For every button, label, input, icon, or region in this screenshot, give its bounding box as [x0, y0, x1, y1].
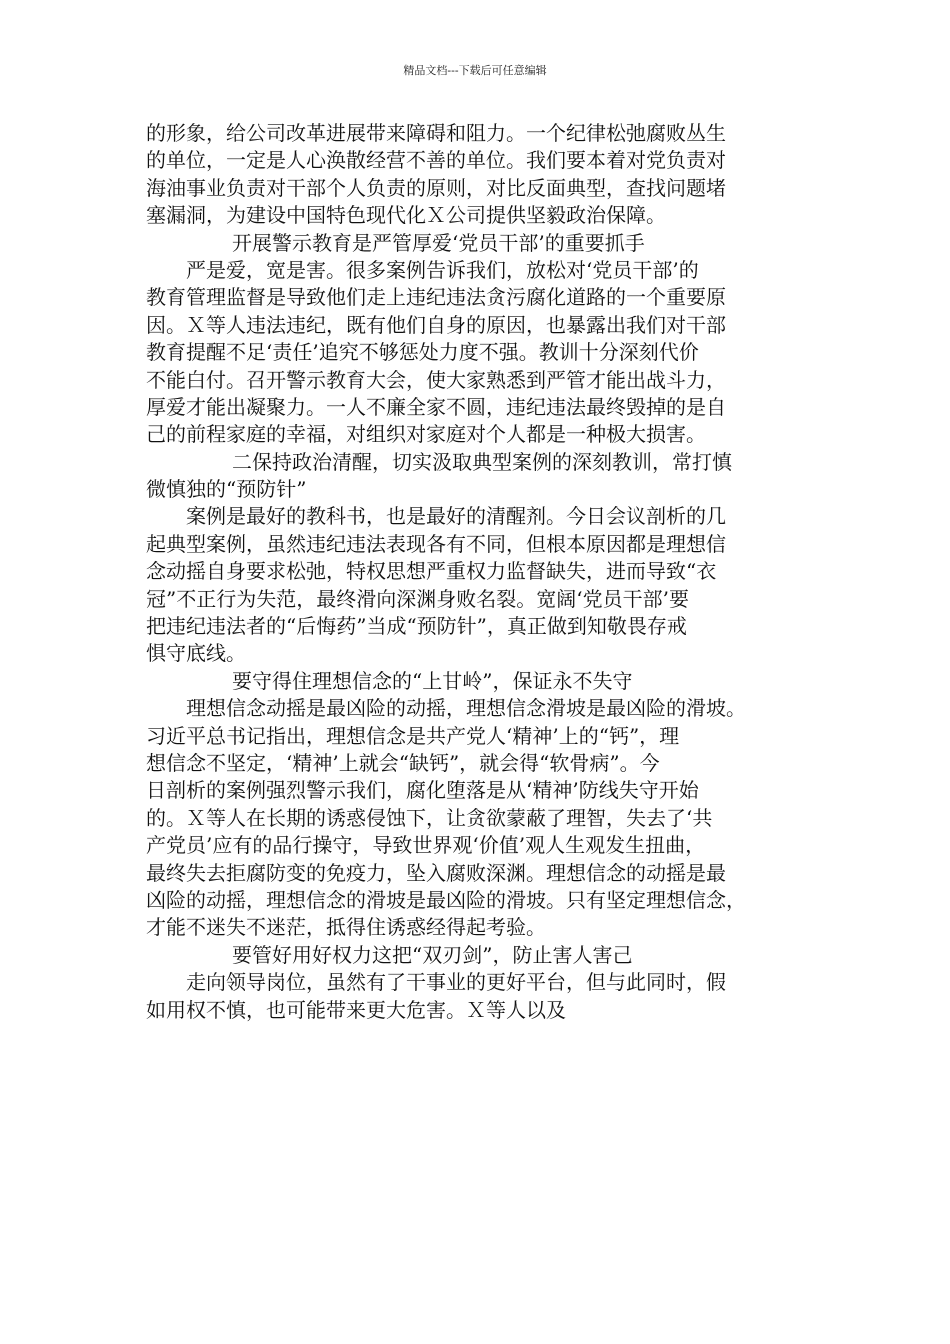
paragraph-line: 教育提醒不足‘责任’追究不够惩处力度不强。教训十分深刻代价	[146, 340, 699, 365]
paragraph-line: 起典型案例，虽然违纪违法表现各有不同，但根本原因都是理想信	[146, 531, 726, 556]
paragraph-line: 念动摇自身要求松弛，特权思想严重权力监督缺失，进而导致“衣	[146, 559, 717, 584]
paragraph-line: 微慎独的“预防针”	[146, 477, 307, 502]
paragraph-line: 海油事业负责对干部个人负责的原则，对比反面典型，查找问题堵	[146, 175, 726, 200]
paragraph-line: 因。Ｘ等人违法违纪，既有他们自身的原因，也暴露出我们对干部	[146, 312, 726, 337]
paragraph-line: 习近平总书记指出，理想信念是共产党人‘精神’上的“钙”，理	[146, 723, 680, 748]
section-heading-line: 要守得住理想信念的“上甘岭”，保证永不失守	[232, 668, 633, 693]
paragraph-line: 教育管理监督是导致他们走上违纪违法贪污腐化道路的一个重要原	[146, 285, 726, 310]
paragraph-line: 案例是最好的教科书，也是最好的清醒剂。今日会议剖析的几	[186, 504, 726, 529]
paragraph-line: 的单位，一定是人心涣散经营不善的单位。我们要本着对党负责对	[146, 148, 726, 173]
paragraph-line: 才能不迷失不迷茫，抵得住诱惑经得起考验。	[146, 915, 546, 940]
paragraph-line: 最终失去拒腐防变的免疫力，坠入腐败深渊。理想信念的动摇是最	[146, 860, 726, 885]
paragraph-line: 塞漏洞，为建设中国特色现代化Ｘ公司提供坚毅政治保障。	[146, 203, 666, 228]
paragraph-line: 凶险的动摇，理想信念的滑坡是最凶险的滑坡。只有坚定理想信念，	[146, 887, 746, 912]
paragraph-line: 惧守底线。	[146, 641, 246, 666]
paragraph-line: 己的前程家庭的幸福，对组织对家庭对个人都是一种极大损害。	[146, 422, 706, 447]
document-body	[146, 120, 822, 1024]
paragraph-line: 的形象，给公司改革进展带来障碍和阻力。一个纪律松弛腐败丛生	[146, 121, 726, 145]
paragraph-line: 把违纪违法者的“后悔药”当成“预防针”，真正做到知敬畏存戒	[146, 614, 687, 639]
paragraph-line: 走向领导岗位，虽然有了干事业的更好平台，但与此同时，假	[186, 970, 726, 995]
page-header: 精品文档---下载后可任意编辑	[403, 64, 547, 77]
paragraph-line: 的。Ｘ等人在长期的诱惑侵蚀下，让贪欲蒙蔽了理智，失去了‘共	[146, 805, 713, 830]
paragraph-line: 理想信念动摇是最凶险的动摇，理想信念滑坡是最凶险的滑坡。	[186, 696, 746, 721]
paragraph-line: 产党员’应有的品行操守，导致世界观‘价值’观人生观发生扭曲，	[146, 833, 706, 858]
paragraph-line: 日剖析的案例强烈警示我们，腐化堕落是从‘精神’防线失守开始	[146, 778, 699, 803]
section-heading-line: 二保持政治清醒，切实汲取典型案例的深刻教训，常打慎	[232, 449, 732, 474]
paragraph-line: 不能白付。召开警示教育大会，使大家熟悉到严管才能出战斗力，	[146, 367, 726, 392]
paragraph-line: 严是爱，宽是害。很多案例告诉我们，放松对‘党员干部’的	[186, 257, 699, 282]
paragraph-line: 厚爱才能出凝聚力。一人不廉全家不圆，违纪违法最终毁掉的是自	[146, 394, 726, 419]
section-heading-line: 开展警示教育是严管厚爱‘党员干部’的重要抓手	[232, 230, 645, 255]
paragraph-line: 冠”不正行为失范，最终滑向深渊身败名裂。宽阔‘党员干部’要	[146, 586, 689, 611]
section-heading-line: 要管好用好权力这把“双刃剑”，防止害人害己	[232, 942, 633, 967]
paragraph-line: 如用权不慎，也可能带来更大危害。Ｘ等人以及	[146, 997, 566, 1022]
paragraph-line: 想信念不坚定，‘精神’上就会“缺钙”，就会得“软骨病”。今	[146, 750, 660, 775]
